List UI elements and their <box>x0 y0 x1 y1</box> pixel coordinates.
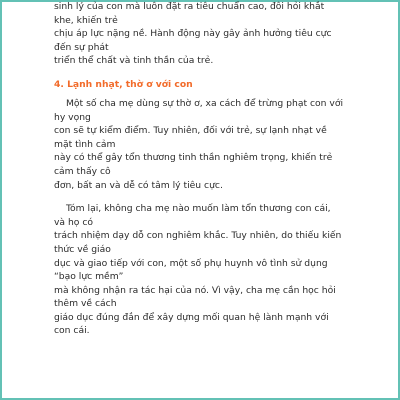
paragraph-gap <box>54 192 344 202</box>
text-line: sinh lý của con mà luôn đặt ra tiêu chuẩn cao, đôi hỏi khắt khe, khiến trẻ <box>54 1 325 26</box>
section-heading: 4. Lạnh nhạt, thờ ơ với con <box>54 78 193 90</box>
text-line: trách nhiệm dạy dỗ con nghiêm khắc. Tuy nhiên, do thiếu kiến thức về giáo <box>54 230 342 255</box>
text-line: Một số cha mẹ dùng sự thờ ơ, xa cách để trừng phạt con với hy vọng <box>54 97 344 123</box>
text-line: triển thể chất và tinh thần của trẻ. <box>54 55 214 67</box>
paragraph-intro-continuation <box>54 0 344 68</box>
text-line: đơn, bất an và dễ có tâm lý tiêu cực. <box>54 179 223 191</box>
text-line: chịu áp lực nặng nề. Hành động này gây ảnh hưởng tiêu cực đến sự phát <box>54 28 332 53</box>
text-line: Tóm lại, không cha mẹ nào muốn làm tổn thương con cái, và họ có <box>54 203 331 228</box>
paragraph-neglect <box>54 97 344 192</box>
text-line: giáo dục đúng đắn để xây dựng mối quan hệ lành mạnh với con cái. <box>54 311 329 337</box>
text-line: này có thể gây tổn thương tinh thần nghiêm trọng, khiến trẻ cảm thấy cô <box>54 152 333 177</box>
text-line: dục và giao tiếp với con, một số phụ huynh vô tình sử dụng “bạo lực mềm” <box>54 257 328 283</box>
paragraph-summary <box>54 202 344 338</box>
text-line: mà không nhận ra tác hại của nó. Vì vậy, cha mẹ cần học hỏi thêm về cách <box>54 284 336 310</box>
text-block <box>54 0 344 338</box>
text-line: con sẽ tự kiểm điểm. Tuy nhiên, đối với trẻ, sự lạnh nhạt về mặt tình cảm <box>54 125 327 150</box>
